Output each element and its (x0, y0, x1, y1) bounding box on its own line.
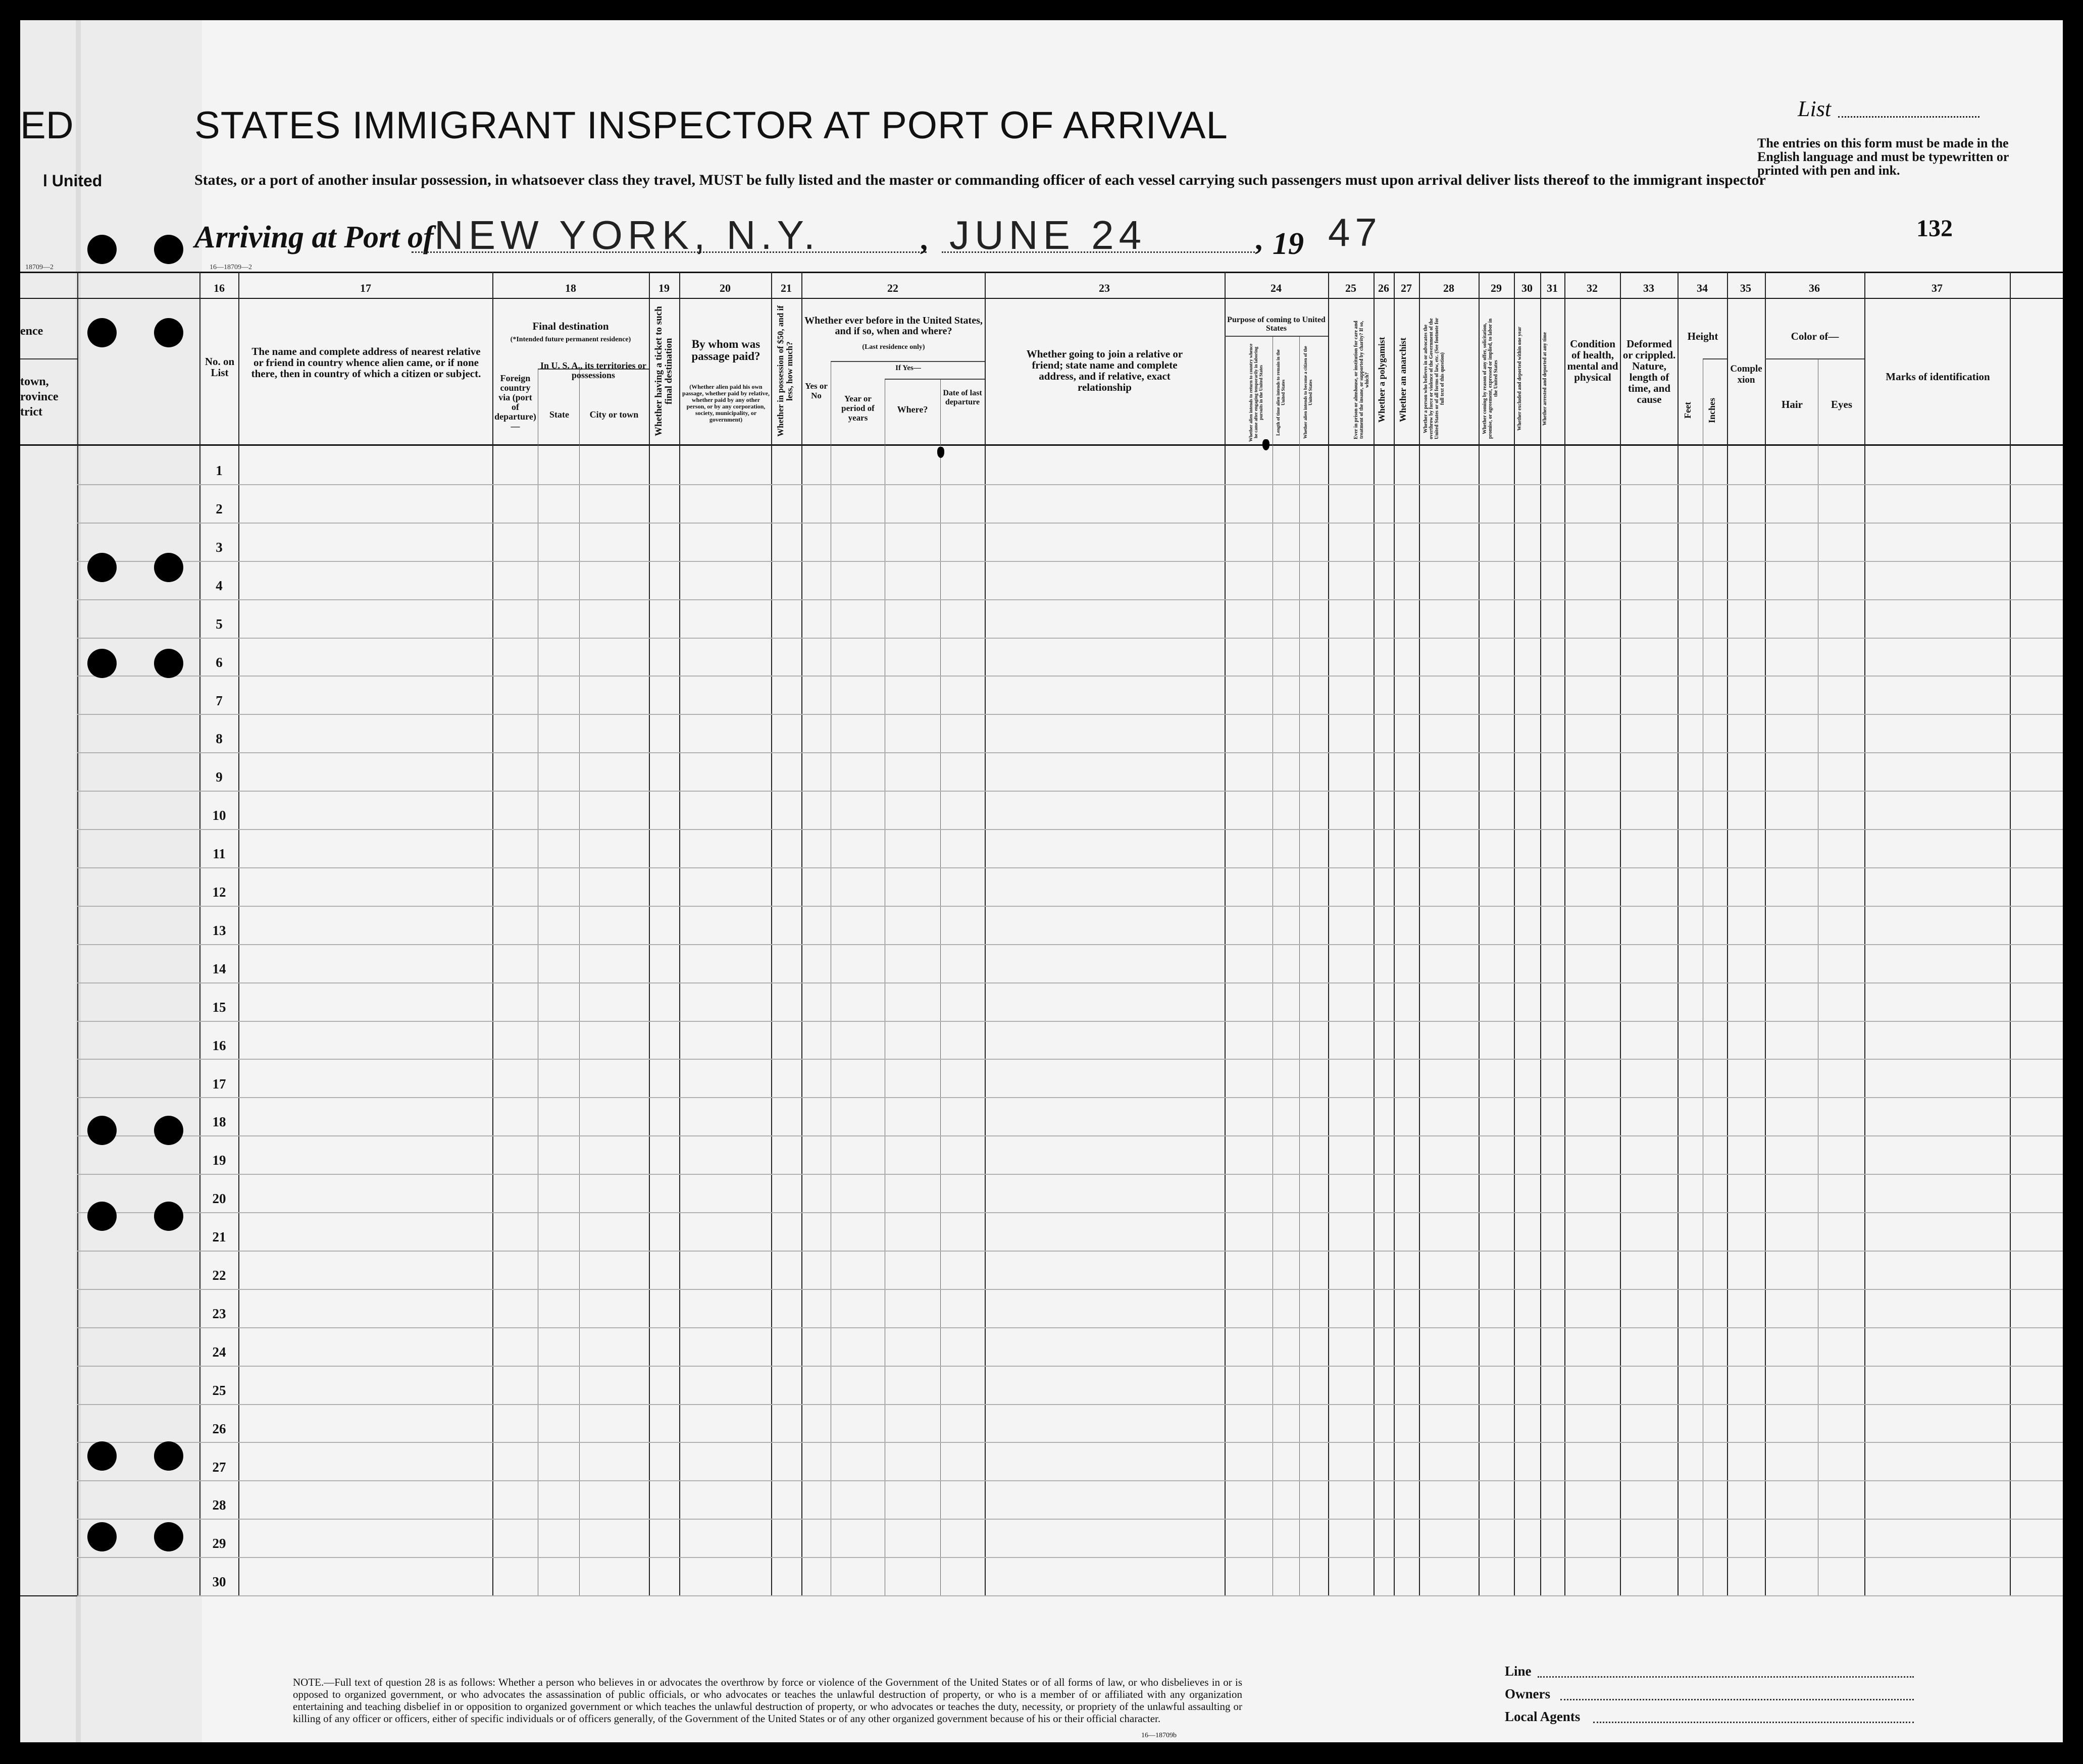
left-fragment-rule (20, 358, 77, 359)
header-if-yes: If Yes— (895, 364, 921, 372)
subheader-rule (1765, 358, 1864, 359)
header-height: Height (1687, 330, 1718, 342)
table-row (77, 1595, 2063, 1596)
table-row (77, 599, 2063, 600)
column-rule (1394, 272, 1395, 1595)
column-rule (1225, 272, 1226, 1595)
row-number: 28 (212, 1497, 226, 1513)
column-rule (985, 272, 986, 1595)
left-form-code: 18709—2 (25, 264, 54, 271)
header-usa-territories: In U. S. A., its territories or possessions (540, 360, 646, 380)
form-instructions: The entries on this form must be made in the English language and must be typewritten or printed with pen and ink. (1757, 136, 2009, 178)
column-rule (492, 272, 493, 1595)
table-row (77, 676, 2063, 677)
header-date-last-departure: Date of last departure (943, 389, 982, 406)
header-excluded: Whether excluded and deported within one year (1517, 327, 1522, 431)
header-feet: Feet (1683, 402, 1693, 419)
page-fold (76, 20, 81, 1742)
column-number: 32 (1587, 282, 1598, 294)
table-row (77, 906, 2063, 907)
table-row (77, 867, 2063, 868)
header-city: City or town (589, 409, 639, 420)
column-rule (579, 369, 580, 1595)
row-number: 8 (216, 731, 223, 746)
column-number: 35 (1740, 282, 1751, 294)
row-number: 18 (212, 1114, 226, 1129)
table-row (77, 1174, 2063, 1175)
punch-hole (154, 1116, 183, 1145)
column-number: 27 (1401, 282, 1412, 294)
left-fragment-text: rovince (20, 390, 59, 403)
column-number: 37 (1932, 282, 1943, 294)
row-number: 9 (216, 769, 223, 785)
table-row (77, 1135, 2063, 1136)
column-number: 21 (781, 282, 792, 294)
column-rule (1678, 272, 1679, 1595)
row-number: 4 (216, 578, 223, 593)
column-number: 31 (1547, 282, 1558, 294)
column-number: 36 (1809, 282, 1820, 294)
ink-mark-icon (1262, 439, 1269, 450)
column-rule (2010, 272, 2011, 1595)
header-where: Where? (897, 404, 928, 414)
row-number: 27 (212, 1460, 226, 1475)
table-row (77, 982, 2063, 983)
punch-hole (154, 318, 183, 347)
punch-hole (87, 1441, 117, 1471)
row-number: 22 (212, 1268, 226, 1283)
column-number: 16 (214, 282, 225, 294)
left-fragment-text: town, (20, 375, 49, 388)
line-field[interactable] (1538, 1676, 1914, 1678)
column-number: 17 (360, 282, 371, 294)
header-year-period: Year or period of years (841, 394, 875, 423)
row-number: 14 (212, 961, 226, 976)
punch-hole (87, 235, 117, 264)
header-foreign-country: Foreign country via (port of departure)— (494, 373, 536, 431)
port-handwritten[interactable]: NEW YORK, N.Y. (434, 213, 820, 257)
left-fragment-text: trict (20, 405, 42, 419)
header-passage-paid-note: (Whether alien paid his own passage, whether paid by relative, whether paid by any other person, or by any corporation, society, municipality, or government) (682, 383, 770, 423)
table-row (77, 1442, 2063, 1443)
table-row (77, 1059, 2063, 1060)
column-number: 23 (1099, 282, 1110, 294)
subheader-rule (1225, 336, 1328, 337)
header-marks: Marks of identification (1886, 371, 1990, 383)
table-row (77, 1404, 2063, 1405)
table-row (77, 1519, 2063, 1520)
column-rule (1620, 272, 1621, 1595)
left-title-fragment: ED (20, 104, 74, 147)
punch-hole (87, 649, 117, 678)
table-row (77, 638, 2063, 639)
punch-hole (154, 553, 183, 582)
column-number: 24 (1271, 282, 1282, 294)
header-purpose-citizen: Whether alien intends to become a citizen of the United States (1303, 346, 1313, 439)
list-label: List (1798, 96, 1832, 121)
subheader-rule (1703, 358, 1727, 359)
column-number: 26 (1378, 282, 1389, 294)
header-deformed: Deformed or crippled. Nature, length of time, and cause (1622, 338, 1676, 405)
row-number: 23 (212, 1306, 226, 1321)
column-rule (1419, 272, 1420, 1595)
table-row (77, 752, 2063, 753)
header-labor-offer: Whether coming by reason of any offer, solicitation, promise, or agreement, expressed or implied, to labor in the United States (1482, 318, 1499, 439)
table-header-bottom-rule (20, 444, 2063, 446)
column-rule (1479, 272, 1480, 1595)
column-rule (801, 272, 802, 1595)
footnote-code: 16—18709b (1141, 1732, 1177, 1739)
row-number: 5 (216, 616, 223, 632)
column-number: 29 (1491, 282, 1502, 294)
table-row (77, 484, 2063, 485)
punch-hole (87, 1202, 117, 1231)
table-row (77, 1557, 2063, 1558)
column-number: 20 (720, 282, 731, 294)
column-number: 25 (1345, 282, 1356, 294)
comma: , (920, 223, 928, 256)
arriving-label: Arriving at Port of (194, 220, 434, 254)
punch-hole (154, 1202, 183, 1231)
column-number: 28 (1443, 282, 1454, 294)
punch-hole (154, 649, 183, 678)
table-row (77, 714, 2063, 715)
list-field[interactable] (1838, 116, 1979, 118)
owners-label: Owners (1505, 1686, 1550, 1701)
header-last-residence-note: (Last residence only) (862, 343, 925, 351)
header-purpose: Purpose of coming to United States (1227, 316, 1326, 333)
row-number: 13 (212, 923, 226, 938)
header-health: Condition of health, mental and physical (1567, 338, 1618, 383)
header-color-of: Color of— (1791, 330, 1839, 342)
column-rule (238, 272, 239, 1595)
row-number: 2 (216, 501, 223, 516)
line-label: Line (1505, 1664, 1532, 1679)
table-row (77, 1366, 2063, 1367)
left-subtitle-fragment: l United (43, 172, 103, 190)
subheader-rule (831, 361, 985, 362)
column-rule (1299, 336, 1300, 1595)
column-number: 19 (658, 282, 670, 294)
owners-field[interactable] (1560, 1699, 1914, 1700)
punch-hole (154, 1441, 183, 1471)
header-final-destination: Final destination (532, 320, 609, 332)
ink-mark-icon (937, 447, 944, 458)
table-row (77, 1097, 2063, 1098)
header-ever-before-us: Whether ever before in the United States, and if so, when and where? (804, 315, 983, 337)
column-number-rule (20, 298, 2063, 299)
column-rule (649, 272, 650, 1595)
column-number: 18 (565, 282, 576, 294)
header-ticket: Whether having a ticket to such final destination (653, 306, 674, 436)
header-state: State (549, 409, 569, 420)
column-rule (1727, 272, 1728, 1595)
footnote-question-28: NOTE.—Full text of question 28 is as follows: Whether a person who believes in or advocates the overthrow by force or violence of the Government of the United States or of all forms of law, or who disbelieves in or is opposed to organized government, or who advocates the assassination of public officials, or who advocates or teaches the unlawful destruction of property, or who is a member of or affiliated with any organization entertaining and teaching disbelief in or opposition to organized government or which teaches the unlawful destruction of property, or who advocates or teaches the duty, necessity, or propriety of the unlawful assaulting or killing of any officer or officers, either of specific individuals or of officers generally, of the Government of the United States or of any other organized government because of his or their official character. (293, 1676, 1242, 1725)
row-number: 24 (212, 1344, 226, 1360)
year-handwritten[interactable]: 47 (1328, 210, 1382, 254)
underlying-page (20, 20, 202, 1742)
column-rule (1540, 272, 1541, 1595)
comma: , (1255, 223, 1262, 256)
column-rule (199, 272, 200, 1595)
table-row (77, 561, 2063, 562)
table-row (77, 1251, 2063, 1252)
column-rule (77, 272, 78, 1595)
form-subtitle: States, or a port of another insular possession, in whatsoever class they travel, MUST be fully listed and the master or commanding officer of each vessel carrying such passengers must upon arrival deliver lists thereof to the immigrant inspector (194, 172, 1766, 188)
row-number: 21 (212, 1229, 226, 1244)
row-number: 12 (212, 885, 226, 900)
header-question-28: Whether a person who believes in or advocates the overthrow by force or violence of the Government of the United States or of all forms of law, etc. (See footnote for full text of this question) (1423, 318, 1445, 440)
row-number: 29 (212, 1536, 226, 1551)
row-number: 17 (212, 1076, 226, 1092)
table-row (77, 1212, 2063, 1213)
header-complexion: Complexion (1730, 364, 1762, 385)
column-rule (1328, 272, 1329, 1595)
row-number: 11 (213, 846, 226, 861)
date-handwritten[interactable]: JUNE 24 (949, 213, 1147, 257)
punch-hole (87, 1116, 117, 1145)
column-number: 33 (1643, 282, 1654, 294)
column-number: 22 (887, 282, 898, 294)
header-fifty-dollars: Whether in possession of $50, and if less, how much? (776, 305, 794, 437)
row-number: 20 (212, 1191, 226, 1206)
row-number: 3 (216, 540, 223, 555)
header-yes-no: Yes or No (805, 381, 828, 400)
header-hair: Hair (1782, 398, 1803, 410)
page-number: 132 (1916, 215, 1953, 242)
header-purpose-length: Length of time alien intends to remain in the United States (1276, 349, 1286, 436)
column-rule (1864, 272, 1865, 1595)
row-number: 10 (212, 808, 226, 823)
row-number: 7 (216, 693, 223, 708)
column-rule (1374, 272, 1375, 1595)
column-rule (1765, 272, 1766, 1595)
table-row (77, 944, 2063, 945)
row-number: 30 (212, 1574, 226, 1589)
row-number: 25 (212, 1383, 226, 1398)
table-row (77, 1289, 2063, 1290)
table-row (77, 1327, 2063, 1328)
header-rule (20, 272, 2063, 273)
header-polygamist: Whether a polygamist (1377, 337, 1387, 423)
column-rule (771, 272, 772, 1595)
header-nearest-relative: The name and complete address of nearest relative or friend in country whence alien came, or if none there, then in country of which a citizen or subject. (251, 345, 481, 380)
header-prison: Ever in prison or almshouse, or institution for care and treatment of the insane, or supported by charity? If so, which? (1353, 321, 1370, 439)
row-number: 19 (212, 1153, 226, 1168)
form-code: 16—18709—2 (210, 264, 252, 271)
punch-hole (154, 1522, 183, 1551)
column-rule (679, 272, 680, 1595)
column-rule (1564, 272, 1565, 1595)
row-number: 26 (212, 1421, 226, 1436)
table-row (77, 791, 2063, 792)
table-row (77, 523, 2063, 524)
header-eyes: Eyes (1831, 398, 1852, 410)
header-final-destination-note: (*Intended future permanent residence) (510, 336, 631, 343)
manifest-sheet (20, 20, 2063, 1742)
column-number: 34 (1697, 282, 1708, 294)
table-row (77, 829, 2063, 830)
form-title: STATES IMMIGRANT INSPECTOR AT PORT OF ARRIVAL (194, 104, 1228, 147)
header-inches: Inches (1707, 397, 1717, 423)
column-number: 30 (1521, 282, 1533, 294)
row-number: 1 (216, 463, 223, 478)
left-fragment-text: ence (20, 325, 43, 338)
row-number: 16 (212, 1038, 226, 1053)
header-join-relative: Whether going to join a relative or friend; state name and complete address, and if relative, exact relationship (1026, 348, 1183, 393)
local-agents-label: Local Agents (1505, 1709, 1581, 1724)
header-anarchist: Whether an anarchist (1398, 337, 1408, 423)
column-rule (1514, 272, 1515, 1595)
header-passage-paid: By whom was passage paid? (691, 338, 760, 362)
punch-hole (87, 318, 117, 347)
header-arrested: Whether arrested and deported at any time (1542, 332, 1548, 426)
punch-hole (87, 553, 117, 582)
row-number: 15 (212, 1000, 226, 1015)
year-prefix: 19 (1273, 227, 1304, 261)
row-number: 6 (216, 655, 223, 670)
punch-hole (87, 1522, 117, 1551)
table-row (77, 1480, 2063, 1481)
header-purpose-return: Whether alien intends to return to country whence he came after engaging temporarily in laboring pursuits in the United States (1248, 343, 1263, 442)
header-no-on-list: No. on List (205, 355, 235, 379)
punch-hole (154, 235, 183, 264)
table-row (77, 1021, 2063, 1022)
local-agents-field[interactable] (1593, 1722, 1914, 1723)
subheader-rule (885, 379, 985, 380)
